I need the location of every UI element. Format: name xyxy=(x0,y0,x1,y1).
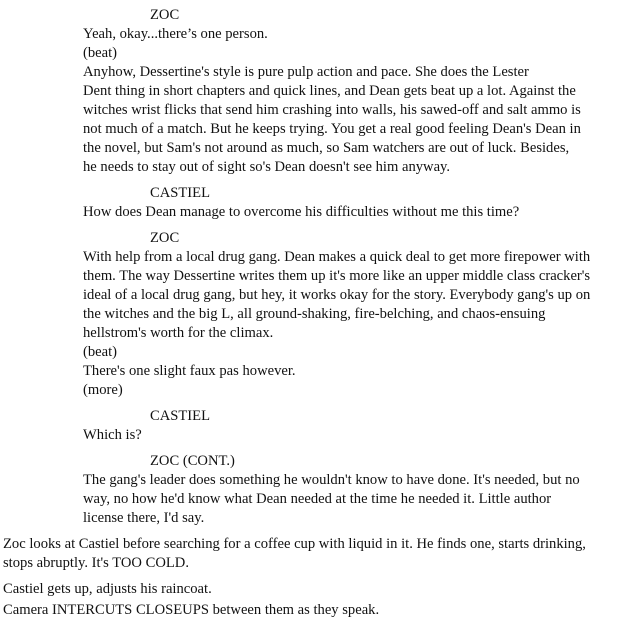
character-name: ZOC xyxy=(150,7,180,23)
action-line: Camera INTERCUTS CLOSEUPS between them as they speak. xyxy=(3,602,380,618)
dialogue-line: witches wrist flicks that send him crashing into walls, his sawed-off and salt ammo is xyxy=(83,102,581,118)
dialogue-line: ideal of a local drug gang, but hey, it works okay for the story. Everybody gang's up on xyxy=(83,287,591,303)
action-line: stops abruptly. It's TOO COLD. xyxy=(3,555,189,571)
action-line: Castiel gets up, adjusts his raincoat. xyxy=(3,581,212,597)
dialogue-line: With help from a local drug gang. Dean makes a quick deal to get more firepower with xyxy=(83,249,591,265)
character-name: ZOC xyxy=(150,230,180,246)
action-line: Zoc looks at Castiel before searching for a coffee cup with liquid in it. He finds one, starts drinking, xyxy=(3,536,586,552)
dialogue-line: not much of a match. But he keeps trying. You get a real good feeling Dean's Dean in xyxy=(83,121,581,137)
dialogue-line: How does Dean manage to overcome his difficulties without me this time? xyxy=(83,204,520,220)
dialogue-line: them. The way Dessertine writes them up it's more like an upper middle class cracker's xyxy=(83,268,591,284)
dialogue-line: license there, I'd say. xyxy=(83,510,205,526)
character-name: CASTIEL xyxy=(150,185,210,201)
character-name: CASTIEL xyxy=(150,408,210,424)
dialogue-line: There's one slight faux pas however. xyxy=(83,363,296,379)
dialogue-line: the novel, but Sam's not around as much, so Sam watchers are out of luck. Besides, xyxy=(83,140,570,156)
parenthetical: (beat) xyxy=(83,45,118,61)
dialogue-line: the witches and the big L, all ground-shaking, fire-belching, and chaos-ensuing xyxy=(83,306,546,322)
dialogue-line: Which is? xyxy=(83,427,142,443)
dialogue-line: The gang's leader does something he wouldn't know to have done. It's needed, but no xyxy=(83,472,580,488)
character-name: ZOC (CONT.) xyxy=(150,453,235,469)
dialogue-line: Dent thing in short chapters and quick lines, and Dean gets beat up a lot. Against the xyxy=(83,83,576,99)
dialogue-line: he needs to stay out of sight so's Dean doesn't see him anyway. xyxy=(83,159,451,175)
parenthetical: (beat) xyxy=(83,344,118,360)
parenthetical: (more) xyxy=(83,382,123,398)
dialogue-line: Anyhow, Dessertine's style is pure pulp action and pace. She does the Lester xyxy=(83,64,529,80)
dialogue-line: way, no how he'd know what Dean needed at the time he needed it. Little author xyxy=(83,491,552,507)
dialogue-line: Yeah, okay...there’s one person. xyxy=(83,26,268,42)
dialogue-line: hellstrom's worth for the climax. xyxy=(83,325,274,341)
